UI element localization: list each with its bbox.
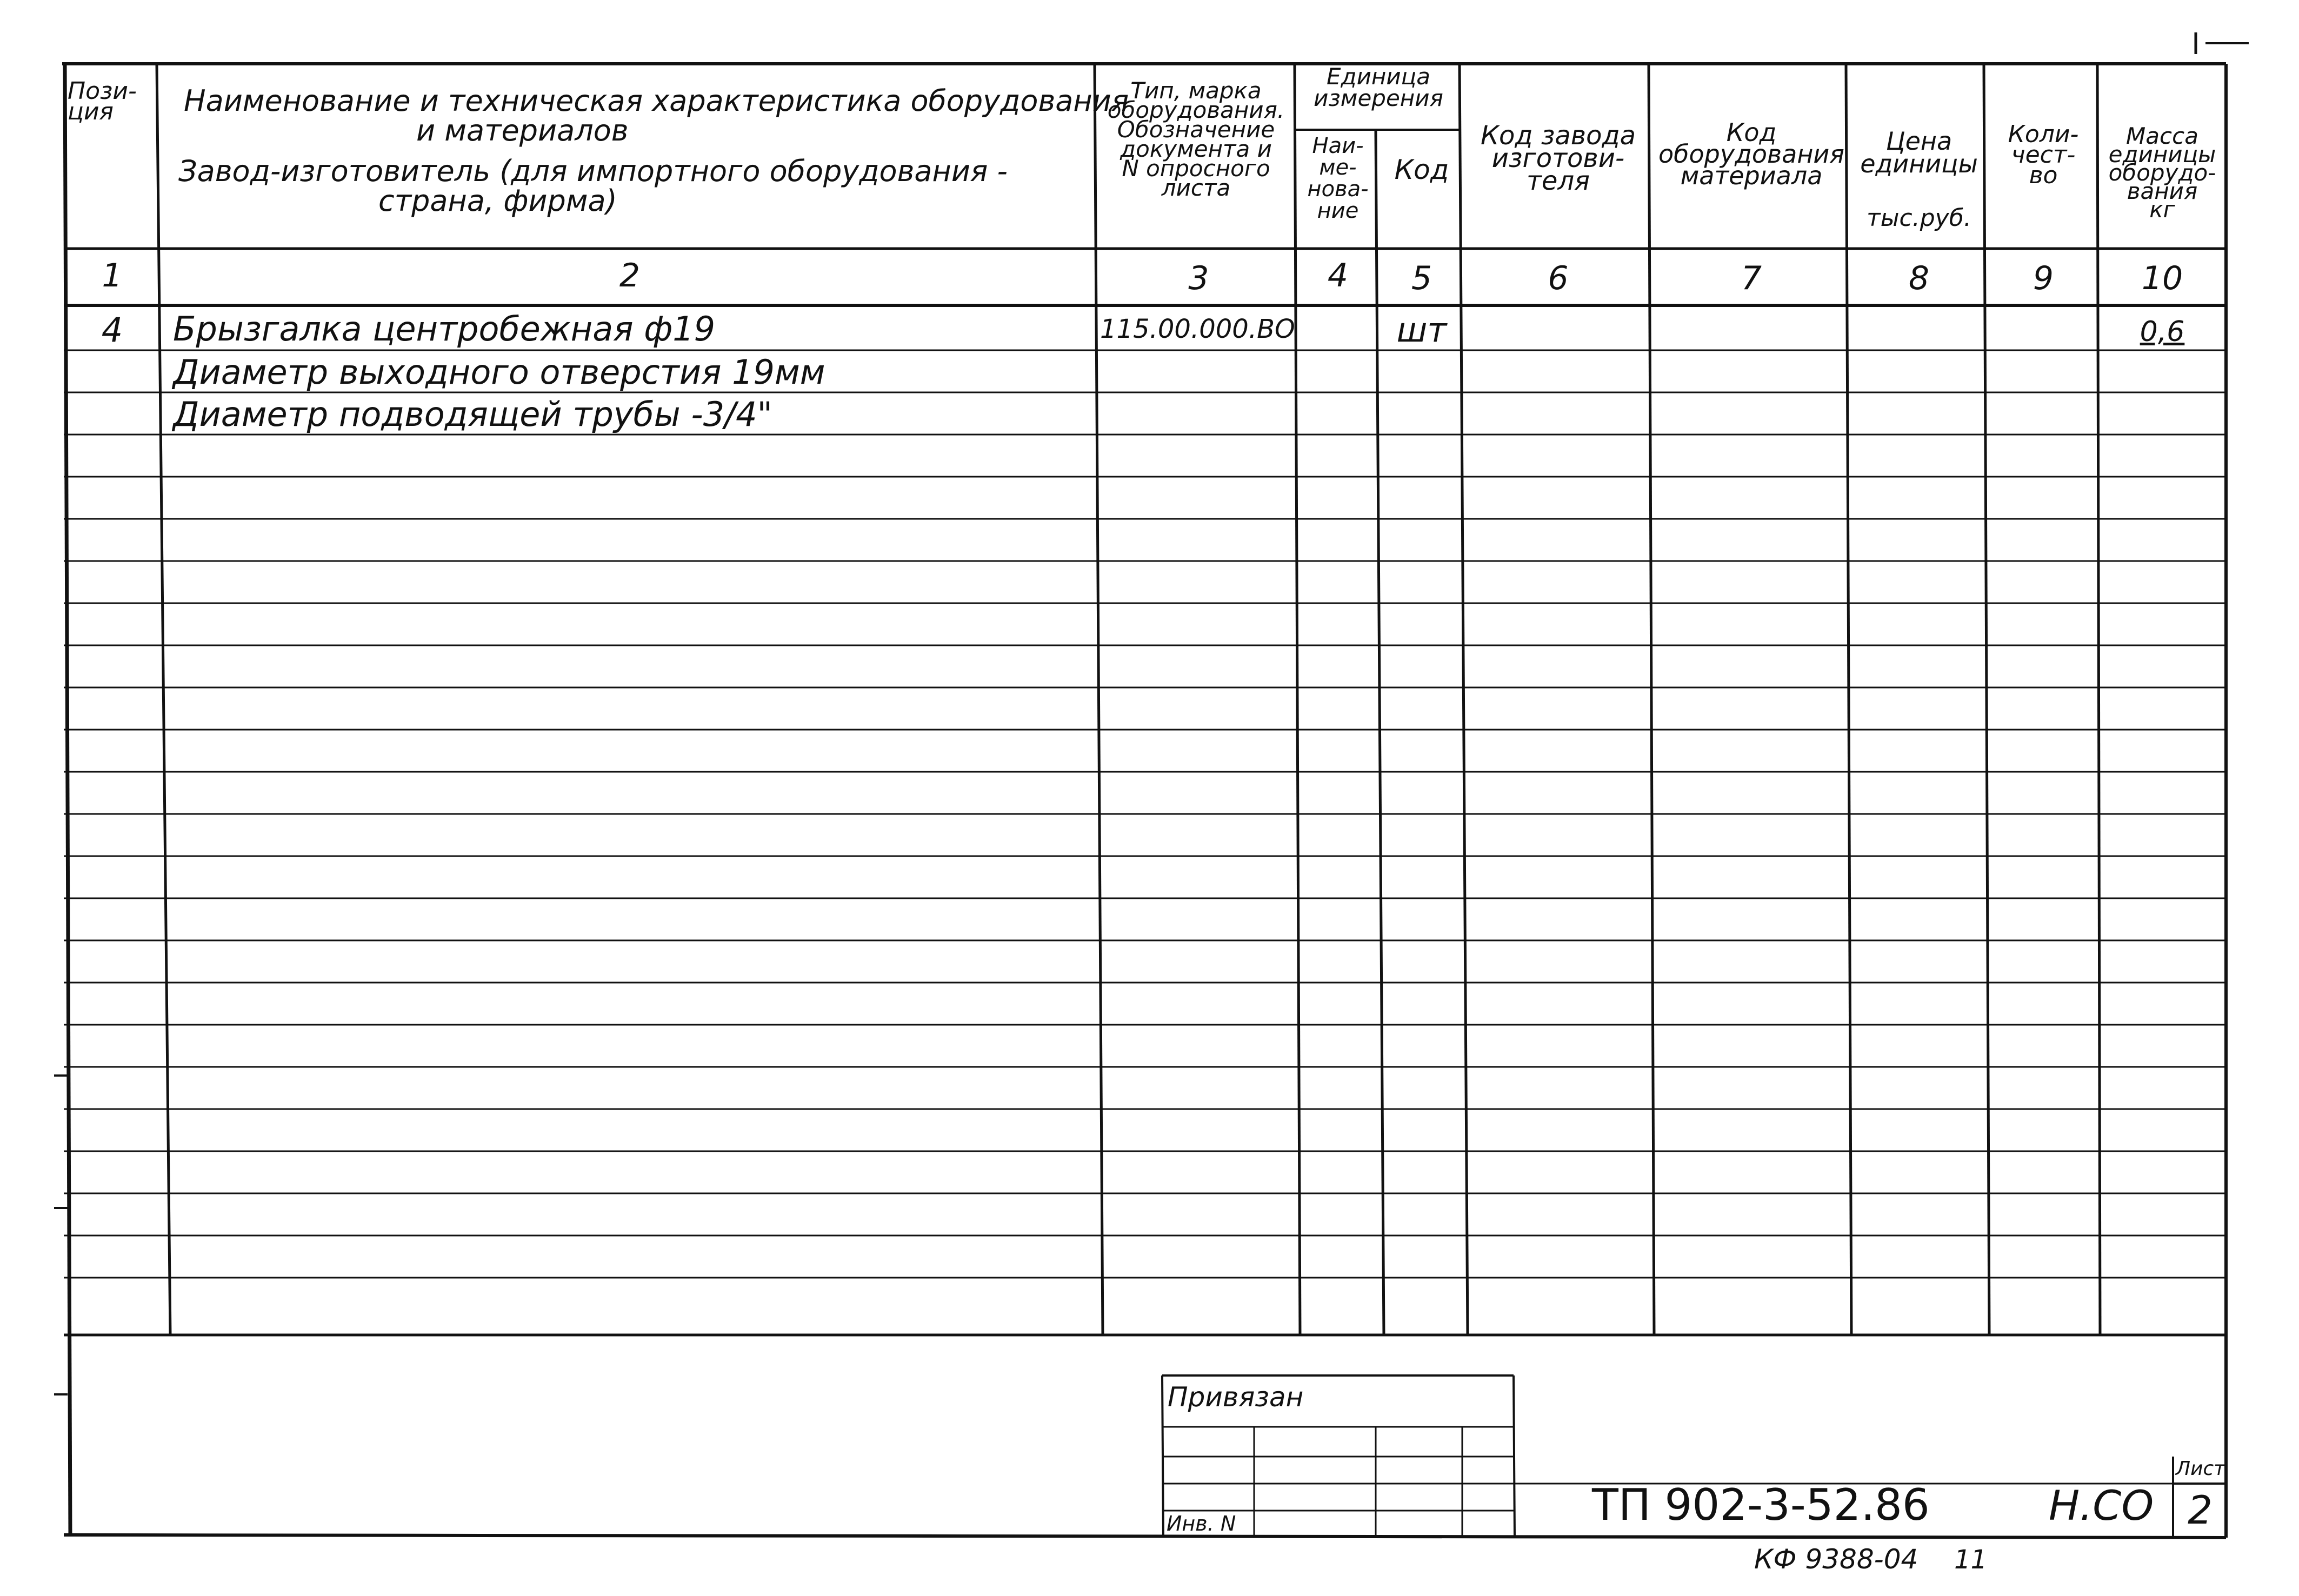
table-row-1-type: 115.00.000.ВО [1100, 314, 1295, 344]
header-price [1851, 126, 1987, 178]
footer-archive-code: КФ 9388-04 [1754, 1544, 1918, 1575]
header-position [68, 77, 154, 125]
header-type-text: Тип, марка оборудования. Обозначение документа и N опросного листа [1107, 77, 1285, 201]
colnum-3: 3 [1188, 259, 1209, 297]
table-row-1-mass: 0,6 [2140, 316, 2185, 348]
header-unit-code [1381, 154, 1462, 185]
header-position-text: Пози- ция [68, 77, 137, 125]
header-unit-group-text: Единица измерения [1314, 63, 1443, 111]
header-unit-group [1297, 63, 1460, 111]
header-quantity-text: Коли- чест- во [2008, 121, 2079, 189]
colnum-7: 7 [1741, 259, 1762, 297]
header-maker-code [1465, 121, 1651, 196]
header-name-line2: и материалов [416, 113, 629, 148]
colnum-10: 10 [2141, 259, 2183, 297]
header-price-unit-text: тыс.руб. [1867, 204, 1971, 232]
stamp-document-code: ТП 902-3-52.86 [1592, 1480, 1930, 1530]
table-row-1-unit-code: шт [1396, 310, 1447, 350]
header-name-line1: Наименование и техническая характеристика оборудования [184, 84, 1129, 118]
colnum-8: 8 [1908, 259, 1930, 297]
header-name-line3: Завод-изготовитель (для импортного оборудования - [178, 154, 1008, 188]
stamp-sheet-number: 2 [2188, 1487, 2213, 1533]
header-unit-name-text: Наи- ме- нова- ние [1307, 133, 1369, 223]
colnum-1: 1 [102, 257, 123, 295]
stamp-inventory: Инв. N [1167, 1512, 1236, 1535]
colnum-9: 9 [2033, 259, 2054, 297]
table-row-3-name: Диаметр подводящей трубы -3/4" [173, 395, 773, 434]
header-mass [2100, 123, 2224, 223]
header-maker-code-text: Код завода изготови- теля [1480, 121, 1636, 196]
header-mass-text: Масса единицы оборудо- вания кг [2108, 123, 2216, 223]
header-equipment-code [1654, 118, 1849, 190]
colnum-2: 2 [619, 257, 641, 295]
stamp-privyazan: Привязан [1168, 1381, 1304, 1413]
header-price-text: Цена единицы [1860, 126, 1978, 178]
footer-page-number: 11 [1954, 1545, 1988, 1575]
header-equipment-code-text: Код оборудования материала [1658, 118, 1844, 190]
stamp-sheet-label: Лист [2176, 1458, 2225, 1480]
table-row-1-name: Брызгалка центробежная ф19 [173, 309, 716, 349]
colnum-6: 6 [1548, 259, 1569, 297]
colnum-5: 5 [1411, 259, 1432, 297]
header-quantity [1989, 121, 2097, 189]
header-name-line4: страна, фирма) [378, 184, 617, 218]
table-row-1-position: 4 [101, 310, 123, 350]
table-row-2-name: Диаметр выходного отверстия 19мм [173, 352, 825, 392]
stamp-sheet-code: Н.СО [2049, 1481, 2154, 1530]
colnum-4: 4 [1327, 257, 1349, 295]
header-unit-name [1297, 135, 1378, 222]
header-type [1097, 77, 1295, 201]
header-price-unit [1851, 204, 1987, 232]
header-unit-code-text: Код [1394, 154, 1449, 185]
